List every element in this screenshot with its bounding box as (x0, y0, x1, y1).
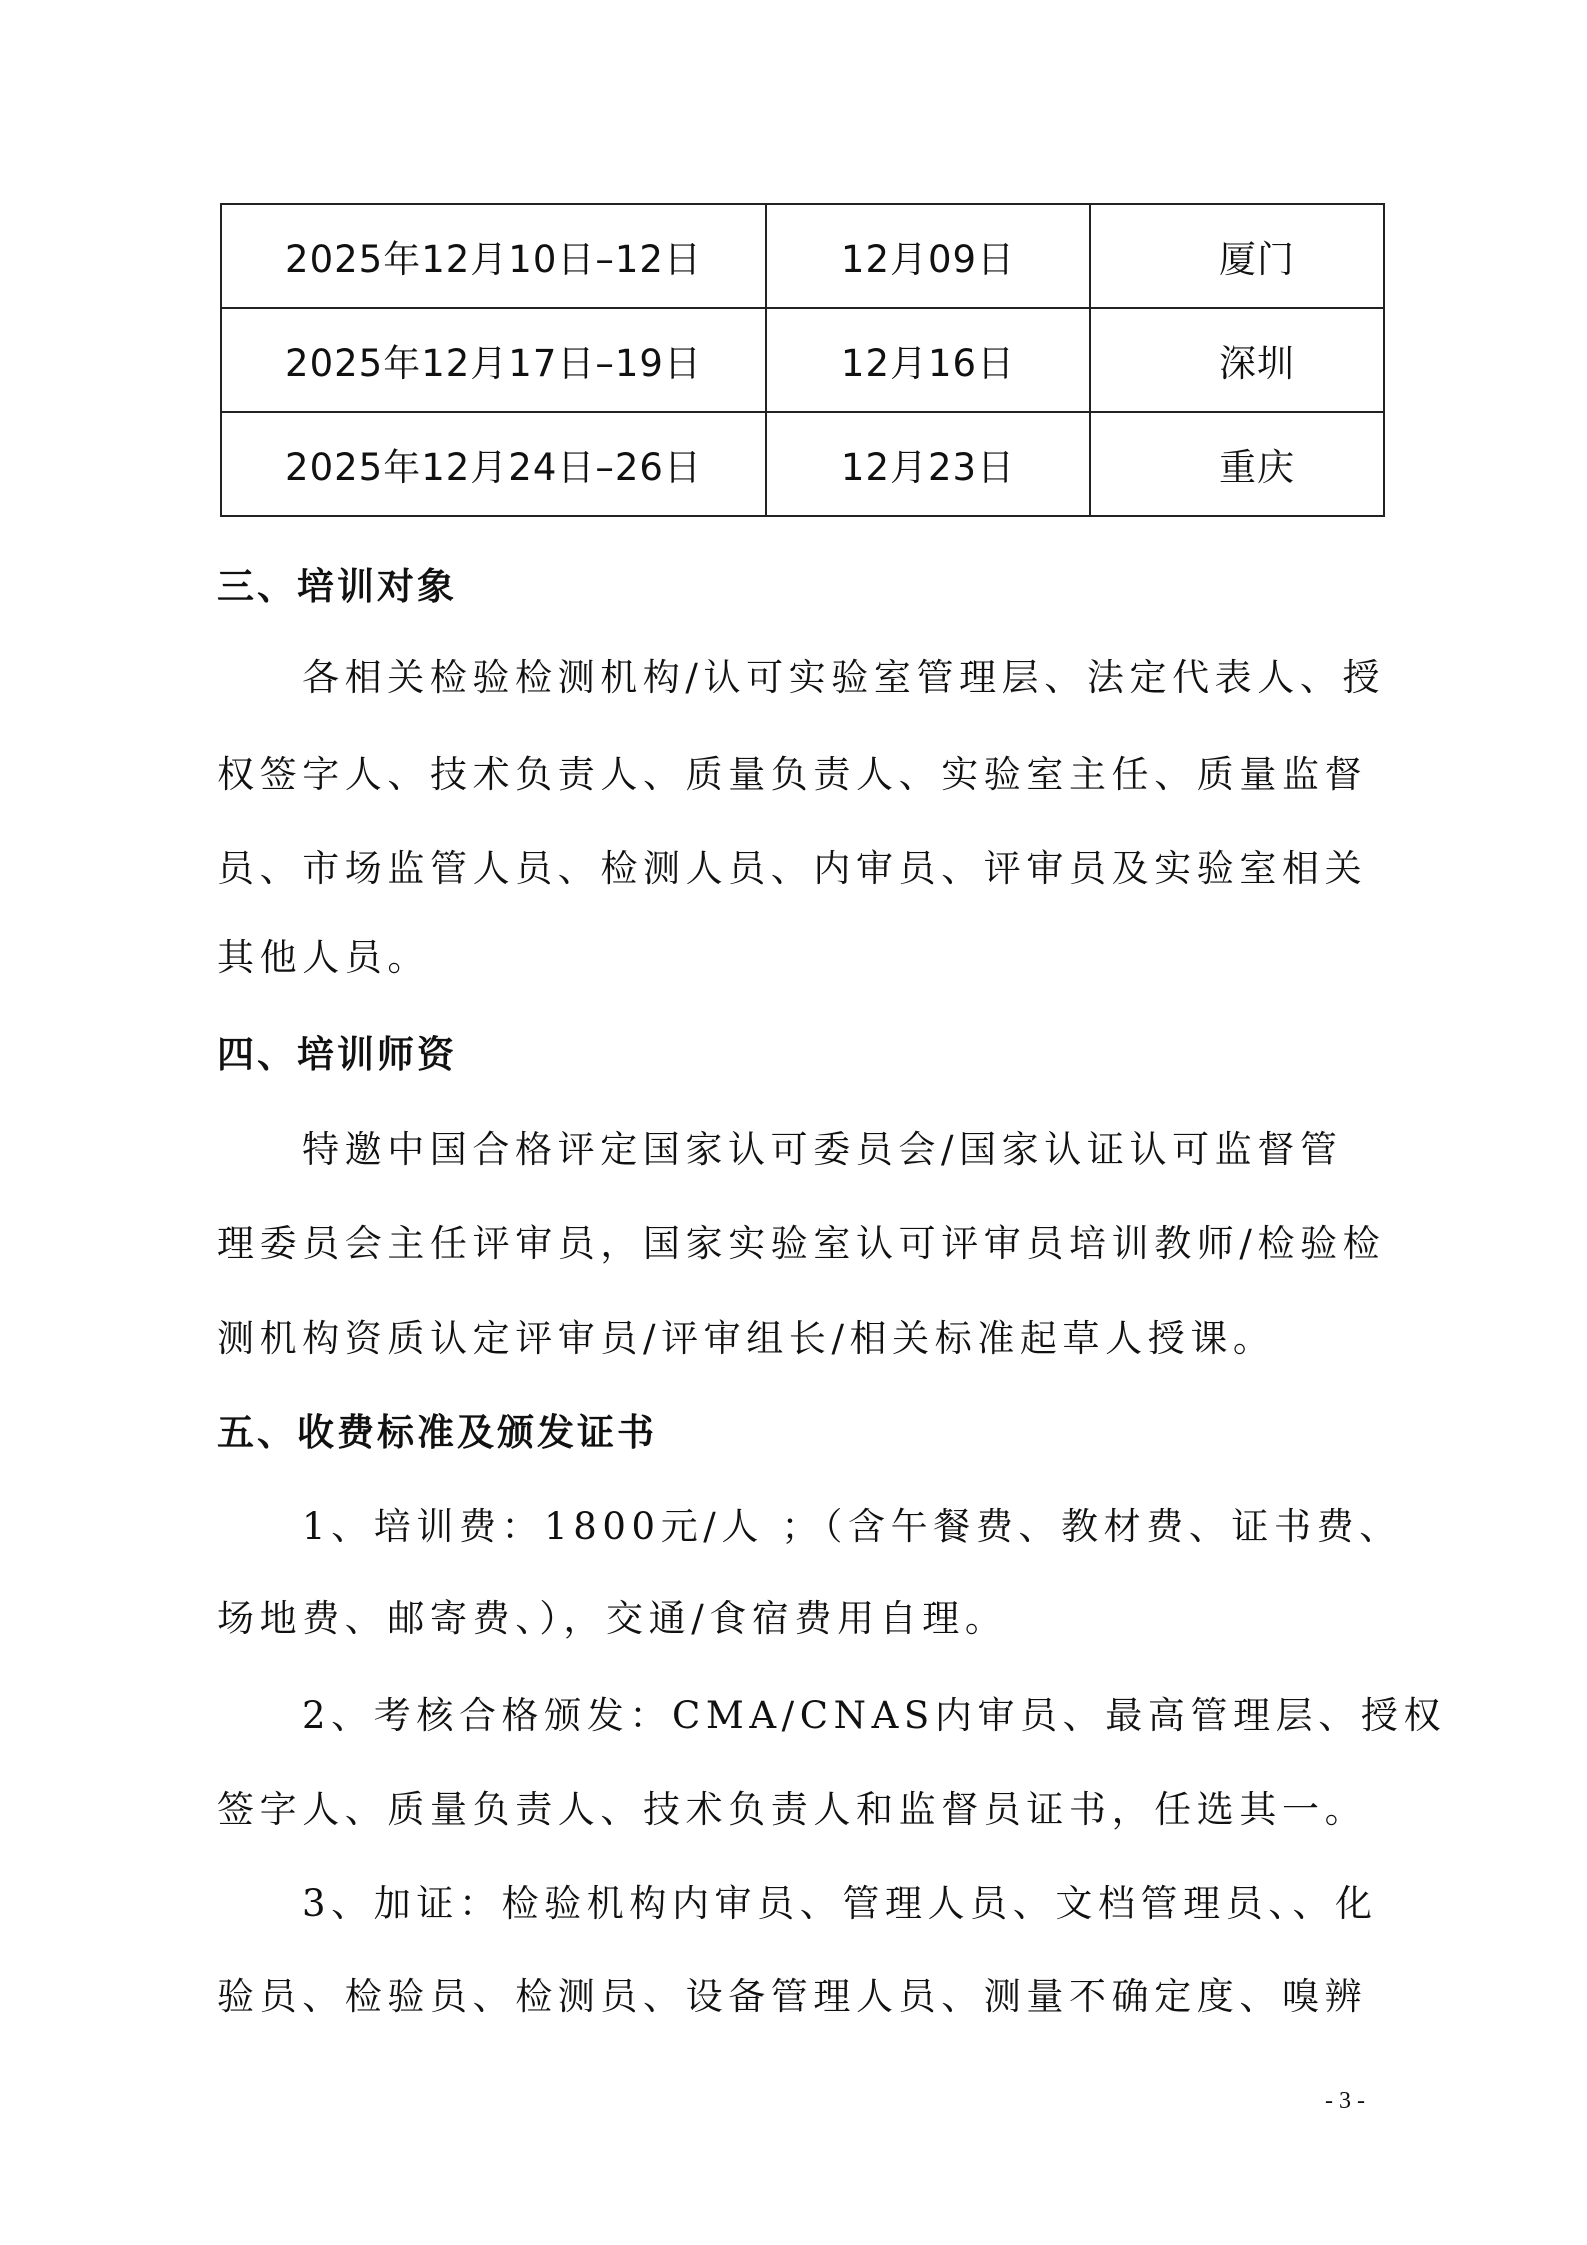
paragraph-line: 签字人、质量负责人、技术负责人和监督员证书，任选其一。 (217, 1788, 1368, 1831)
paragraph-line: 2、考核合格颁发：CMA/CNAS内审员、最高管理层、授权 (302, 1694, 1447, 1737)
paragraph-line: 1、培训费：1800元/人 ；（含午餐费、教材费、证书费、 (302, 1505, 1402, 1548)
table-row (221, 308, 1384, 412)
checkin-date-cell: 12月23日 (766, 412, 1090, 516)
schedule-table (220, 203, 1385, 517)
paragraph-line: 员、市场监管人员、检测人员、内审员、评审员及实验室相关 (217, 847, 1368, 890)
training-dates-cell: 2025年12月10日–12日 (221, 204, 766, 308)
section-heading-training-targets: 三、培训对象 (217, 565, 457, 608)
city-cell: 厦门 (1090, 204, 1384, 308)
paragraph-line: 测机构资质认定评审员/评审组长/相关标准起草人授课。 (217, 1317, 1276, 1360)
paragraph-line: 其他人员。 (217, 936, 430, 979)
checkin-date-cell: 12月09日 (766, 204, 1090, 308)
section-heading-fees-certificates: 五、收费标准及颁发证书 (217, 1411, 657, 1454)
page-number: - 3 - (1325, 2088, 1365, 2114)
section-heading-instructors: 四、培训师资 (217, 1033, 457, 1076)
paragraph-line: 场地费、邮寄费、），交通/食宿费用自理。 (217, 1597, 1008, 1640)
table-row (221, 412, 1384, 516)
paragraph-line: 理委员会主任评审员，国家实验室认可评审员培训教师/检验检 (217, 1222, 1386, 1265)
paragraph-line: 验员、检验员、检测员、设备管理人员、测量不确定度、嗅辨 (217, 1975, 1368, 2018)
paragraph-line: 3、加证：检验机构内审员、管理人员、文档管理员、、化 (302, 1882, 1378, 1925)
paragraph-line: 各相关检验检测机构/认可实验室管理层、法定代表人、授 (302, 656, 1386, 699)
table-row (221, 204, 1384, 308)
paragraph-line: 特邀中国合格评定国家认可委员会/国家认证认可监督管 (302, 1128, 1343, 1171)
checkin-date-cell: 12月16日 (766, 308, 1090, 412)
training-dates-cell: 2025年12月17日–19日 (221, 308, 766, 412)
paragraph-line: 权签字人、技术负责人、质量负责人、实验室主任、质量监督 (217, 753, 1368, 796)
city-cell: 重庆 (1090, 412, 1384, 516)
training-dates-cell: 2025年12月24日–26日 (221, 412, 766, 516)
city-cell: 深圳 (1090, 308, 1384, 412)
